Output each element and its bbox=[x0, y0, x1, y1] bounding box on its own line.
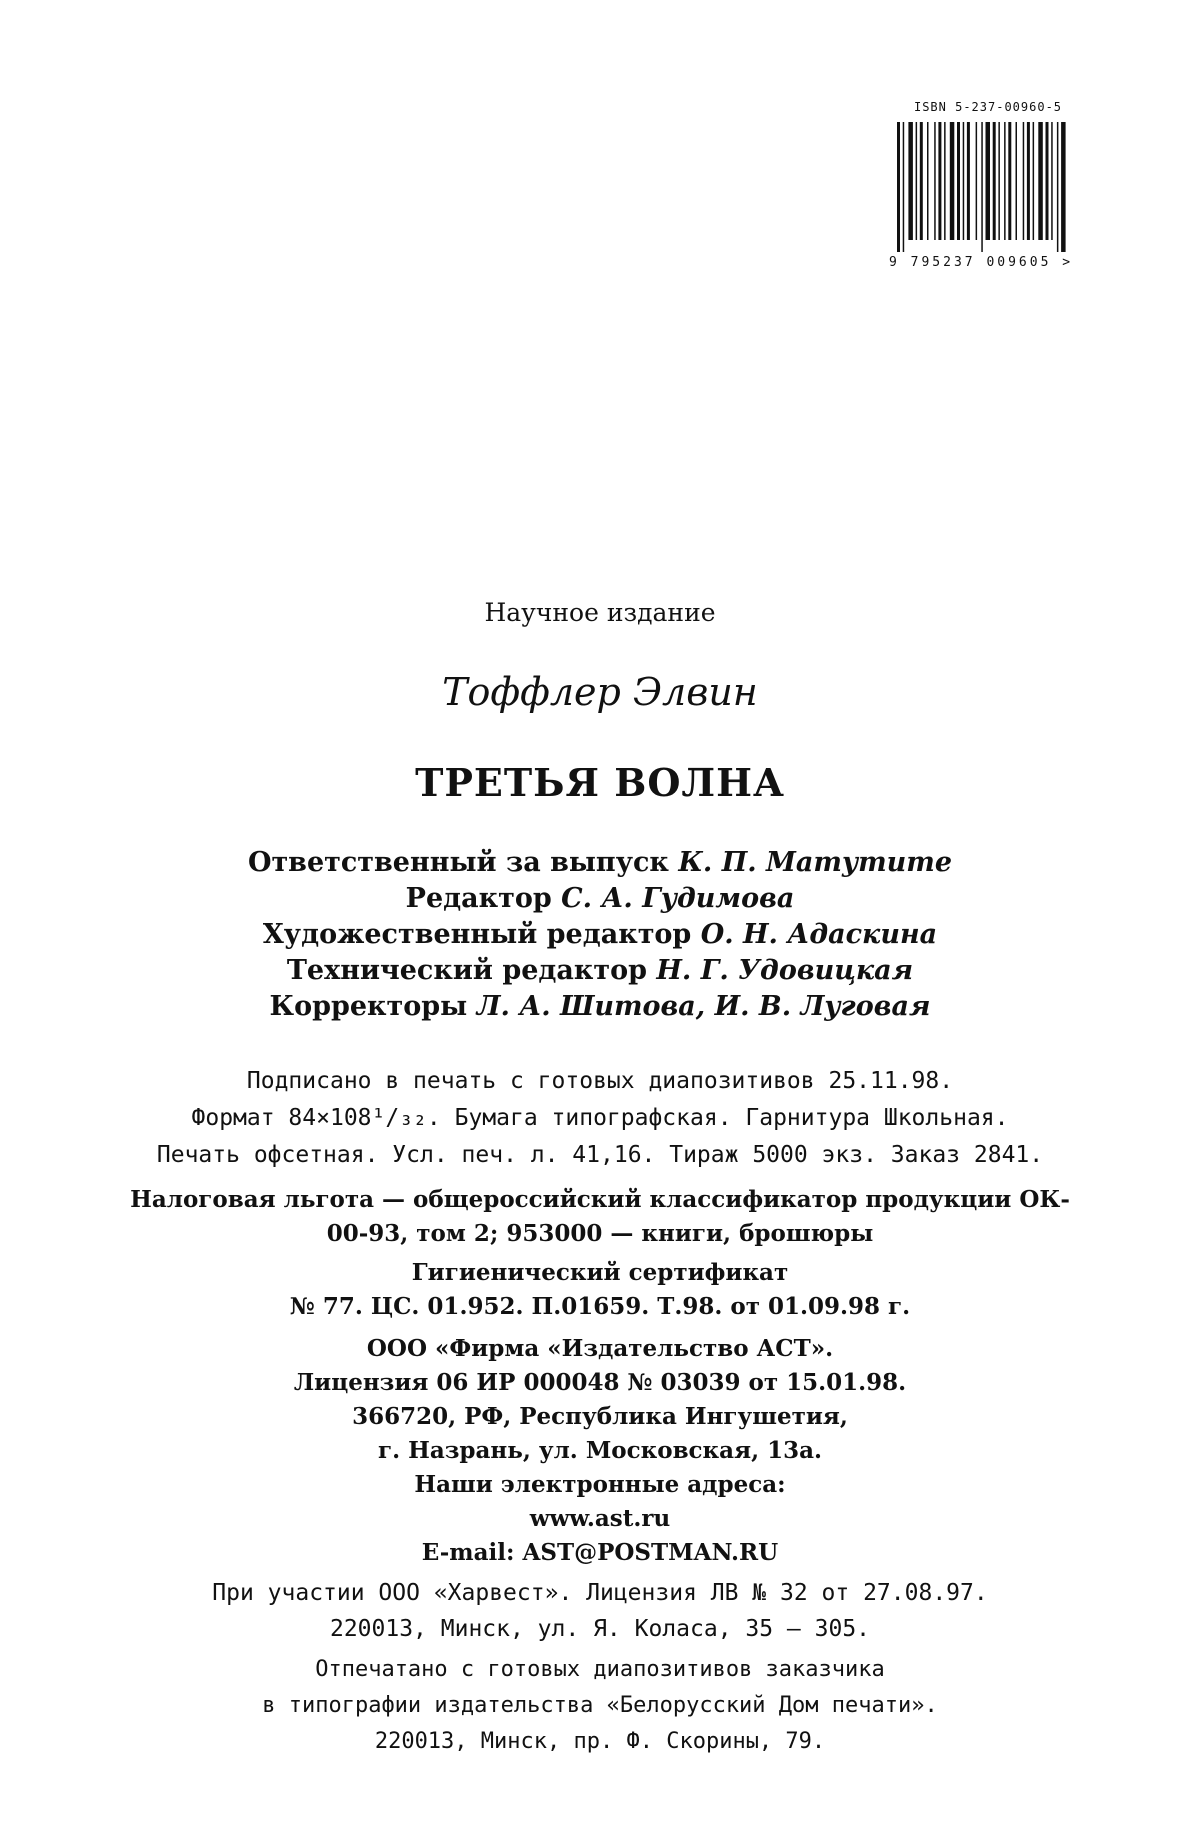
harvest-line: 220013, Минск, ул. Я. Коласа, 35 — 305. bbox=[329, 1616, 871, 1642]
staff-name: Н. Г. Удовицкая bbox=[656, 955, 914, 986]
barcode-bar bbox=[1004, 122, 1006, 240]
barcode-bar bbox=[1016, 122, 1018, 240]
staff-line bbox=[0, 917, 1200, 953]
barcode-bar bbox=[897, 122, 900, 252]
publisher-email: E-mail: AST@POSTMAN.RU bbox=[421, 1539, 779, 1566]
staff-role: Редактор bbox=[405, 883, 552, 914]
isbn-label: ISBN 5-237-00960-5 bbox=[913, 100, 1063, 114]
publisher-line: 366720, РФ, Республика Ингушетия, bbox=[352, 1403, 848, 1430]
barcode-bar bbox=[908, 122, 913, 240]
barcode-bar bbox=[957, 122, 960, 240]
staff-role: Ответственный за выпуск bbox=[247, 847, 669, 878]
printed-by-line: 220013, Минск, пр. Ф. Скорины, 79. bbox=[374, 1729, 826, 1754]
barcode-bar bbox=[1057, 122, 1059, 252]
barcode-bar bbox=[920, 122, 923, 240]
barcode-bar bbox=[1027, 122, 1030, 240]
barcode-bar bbox=[1046, 122, 1049, 240]
barcode-bar bbox=[934, 122, 936, 240]
staff-role: Корректоры bbox=[269, 991, 468, 1022]
barcode-bar bbox=[1038, 122, 1043, 240]
publisher-line: ООО «Фирма «Издательство АСТ». bbox=[366, 1335, 834, 1362]
barcode-bar bbox=[981, 122, 983, 252]
staff-line bbox=[0, 881, 1200, 917]
printed-by bbox=[0, 1652, 1200, 1760]
barcode-bar bbox=[998, 122, 1000, 240]
staff-name: О. Н. Адаскина bbox=[700, 919, 938, 950]
barcode-bar bbox=[963, 122, 965, 240]
staff-name: С. А. Гудимова bbox=[561, 883, 795, 914]
barcode-bar bbox=[927, 122, 929, 240]
publisher-website: www.ast.ru bbox=[529, 1505, 671, 1532]
staff-line bbox=[0, 953, 1200, 989]
barcode-bar bbox=[967, 122, 970, 240]
certificate-line: Гигиенический сертификат bbox=[411, 1259, 789, 1286]
tax-info-line: 00-93, том 2; 953000 — книги, брошюры bbox=[326, 1220, 874, 1247]
barcode-bar bbox=[1023, 122, 1024, 240]
staff-credits bbox=[0, 845, 1200, 1025]
book-title: ТРЕТЬЯ ВОЛНА bbox=[415, 760, 785, 805]
tax-info-line: Налоговая льгота — общероссийский классификатор продукции ОК- bbox=[130, 1186, 1070, 1213]
edition-type: Научное издание bbox=[484, 598, 716, 627]
author-name: Тоффлер Элвин bbox=[442, 670, 758, 714]
barcode-bar bbox=[916, 122, 918, 240]
printed-by-line: Отпечатано с готовых диапозитивов заказчика bbox=[315, 1657, 885, 1682]
staff-line bbox=[0, 989, 1200, 1025]
publisher-line: Лицензия 06 ИР 000048 № 03039 от 15.01.98. bbox=[293, 1369, 907, 1396]
harvest-info bbox=[0, 1575, 1200, 1647]
barcode-bar bbox=[944, 122, 946, 240]
barcode-bars bbox=[897, 122, 1077, 252]
barcode-bar bbox=[950, 122, 955, 240]
barcode-bar bbox=[1061, 122, 1066, 252]
barcode-bar bbox=[993, 122, 996, 240]
barcode-bar bbox=[986, 122, 991, 240]
printed-by-line: в типографии издательства «Белорусский Дом печати». bbox=[262, 1693, 938, 1718]
print-info-line: Печать офсетная. Усл. печ. л. 41,16. Тираж 5000 экз. Заказ 2841. bbox=[156, 1142, 1044, 1168]
staff-role: Художественный редактор bbox=[262, 919, 692, 950]
tax-info bbox=[0, 1183, 1200, 1251]
print-info bbox=[0, 1063, 1200, 1174]
staff-line bbox=[0, 845, 1200, 881]
harvest-line: При участии ООО «Харвест». Лицензия ЛВ № 32 от 27.08.97. bbox=[212, 1580, 988, 1606]
barcode-digits: 9 795237 009605 > bbox=[889, 255, 1074, 270]
barcode-bar bbox=[976, 122, 978, 240]
barcode-bar bbox=[1033, 122, 1035, 240]
barcode-bar bbox=[1008, 122, 1011, 240]
barcode-bar bbox=[938, 122, 941, 240]
hygiene-certificate bbox=[0, 1256, 1200, 1324]
barcode-bar bbox=[1051, 122, 1053, 240]
publisher-line: Наши электронные адреса: bbox=[414, 1471, 786, 1498]
print-info-line: Формат 84×108¹/₃₂. Бумага типографская. Гарнитура Школьная. bbox=[191, 1105, 1009, 1131]
print-info-line: Подписано в печать с готовых диапозитивов 25.11.98. bbox=[246, 1068, 954, 1094]
staff-name: К. П. Матутите bbox=[678, 847, 953, 878]
barcode-bar bbox=[903, 122, 905, 252]
certificate-line: № 77. ЦС. 01.952. П.01659. Т.98. от 01.09.98 г. bbox=[289, 1293, 911, 1320]
publisher-info bbox=[0, 1332, 1200, 1570]
publisher-line: г. Назрань, ул. Московская, 13а. bbox=[378, 1437, 822, 1464]
staff-role: Технический редактор bbox=[286, 955, 647, 986]
staff-name: Л. А. Шитова, И. В. Луговая bbox=[476, 991, 931, 1022]
isbn-barcode bbox=[889, 100, 1083, 270]
